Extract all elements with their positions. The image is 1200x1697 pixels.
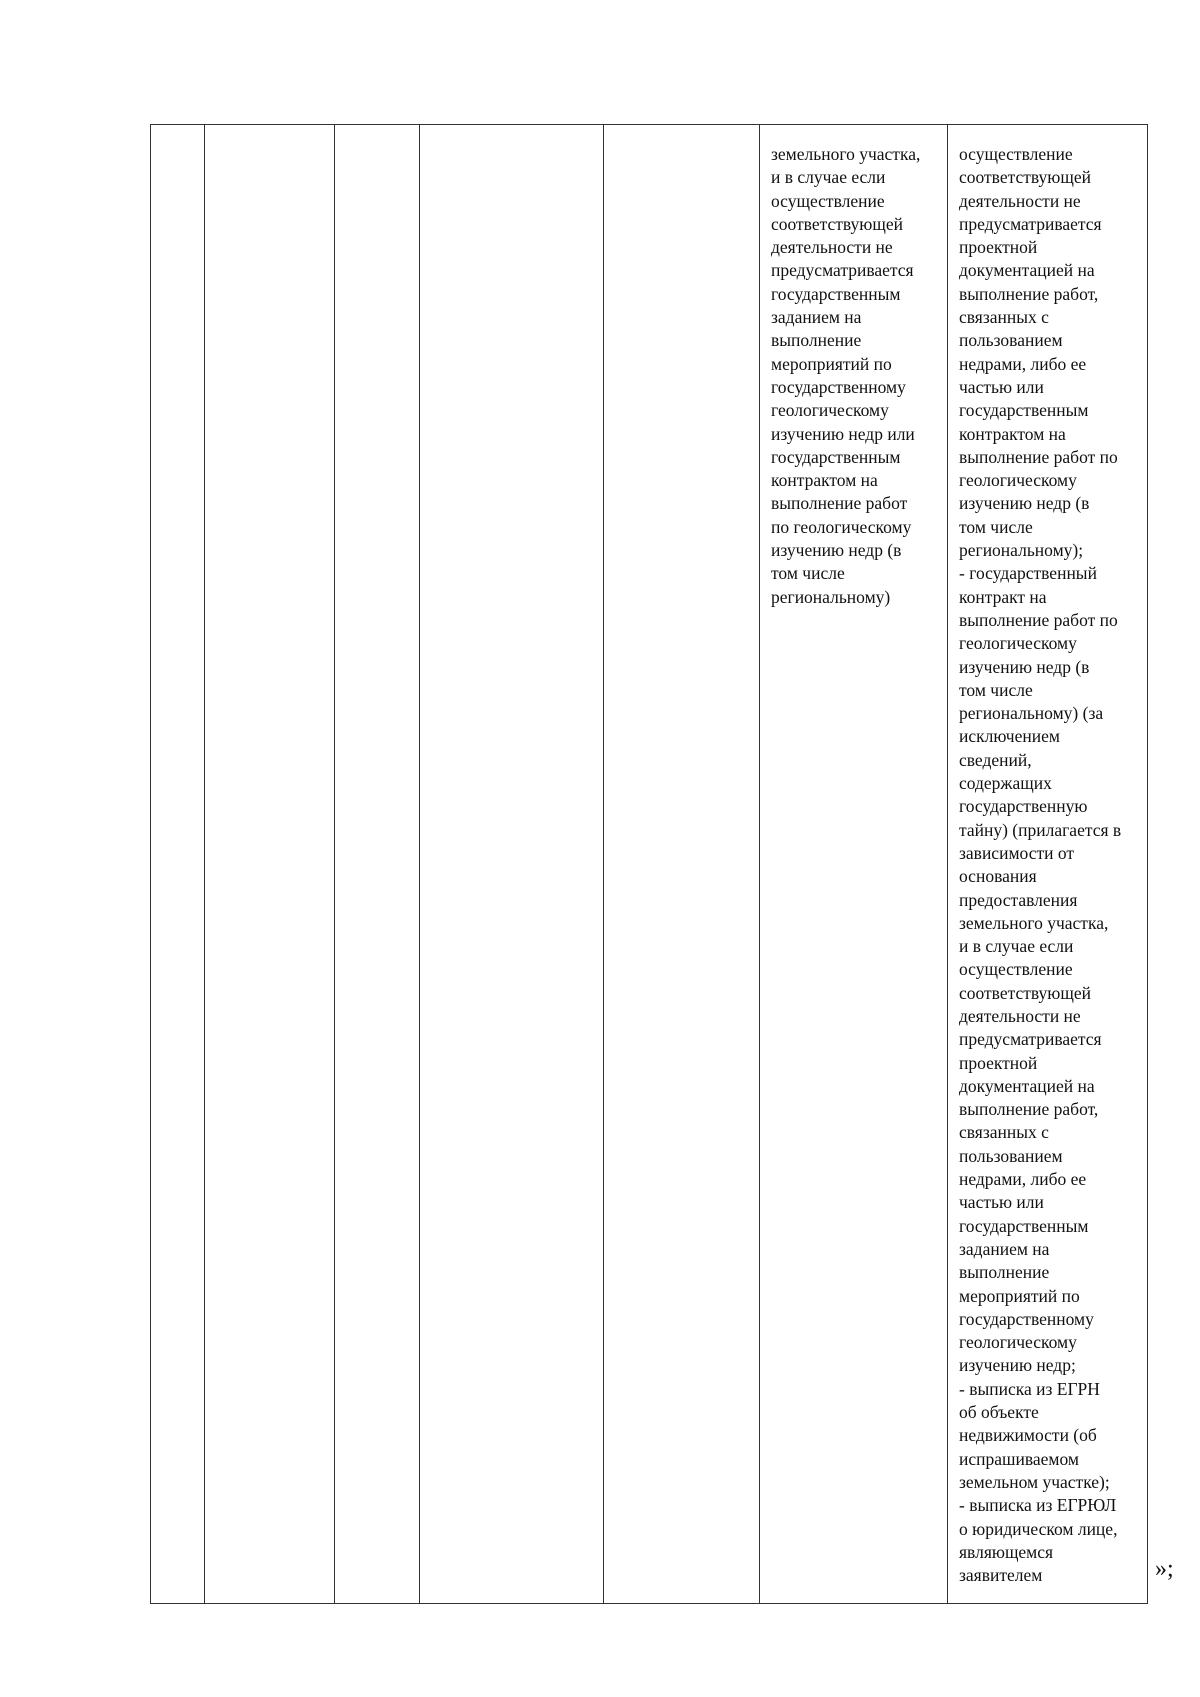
- column-divider-3: [419, 125, 420, 1603]
- column-divider-4: [603, 125, 604, 1603]
- table-cell-column-6: земельного участка, и в случае если осуществление соответствующей деятельности не предусматривается государственным заданием на выполнение мероприятий по государственному геологическому изучению недр или государственным контрактом на выполнение работ по геологическому изучению недр (в том числе региональному): [771, 144, 921, 607]
- requirements-table: [150, 124, 1148, 1604]
- column-divider-5: [759, 125, 760, 1603]
- closing-quote-mark: »;: [1155, 1556, 1174, 1582]
- column-divider-2: [334, 125, 335, 1603]
- table-cell-column-7: осуществление соответствующей деятельности не предусматривается проектной документацией на выполнение работ, связанных с пользованием недрами, либо ее частью или государственным контрактом на выполнение работ по геологическому изучению недр (в том числе региональному); - государственный контракт на выполнение работ по геологическому изучению недр (в том числе региональному) (за исключением сведений, содержащих государственную тайну) (прилагается в зависимости от основания предоставления земельного участка, и в случае если осуществление соответствующей деятельности не предусматривается проектной документацией на выполнение работ, связанных с пользованием недрами, либо ее частью или государственным заданием на выполнение мероприятий по государственному геологическому изучению недр; - выписка из ЕГРН об объекте недвижимости (об испрашиваемом земельном участке); - выписка из ЕГРЮЛ о юридическом лице, являющемся заявителем: [959, 144, 1122, 1586]
- column-divider-1: [204, 125, 205, 1603]
